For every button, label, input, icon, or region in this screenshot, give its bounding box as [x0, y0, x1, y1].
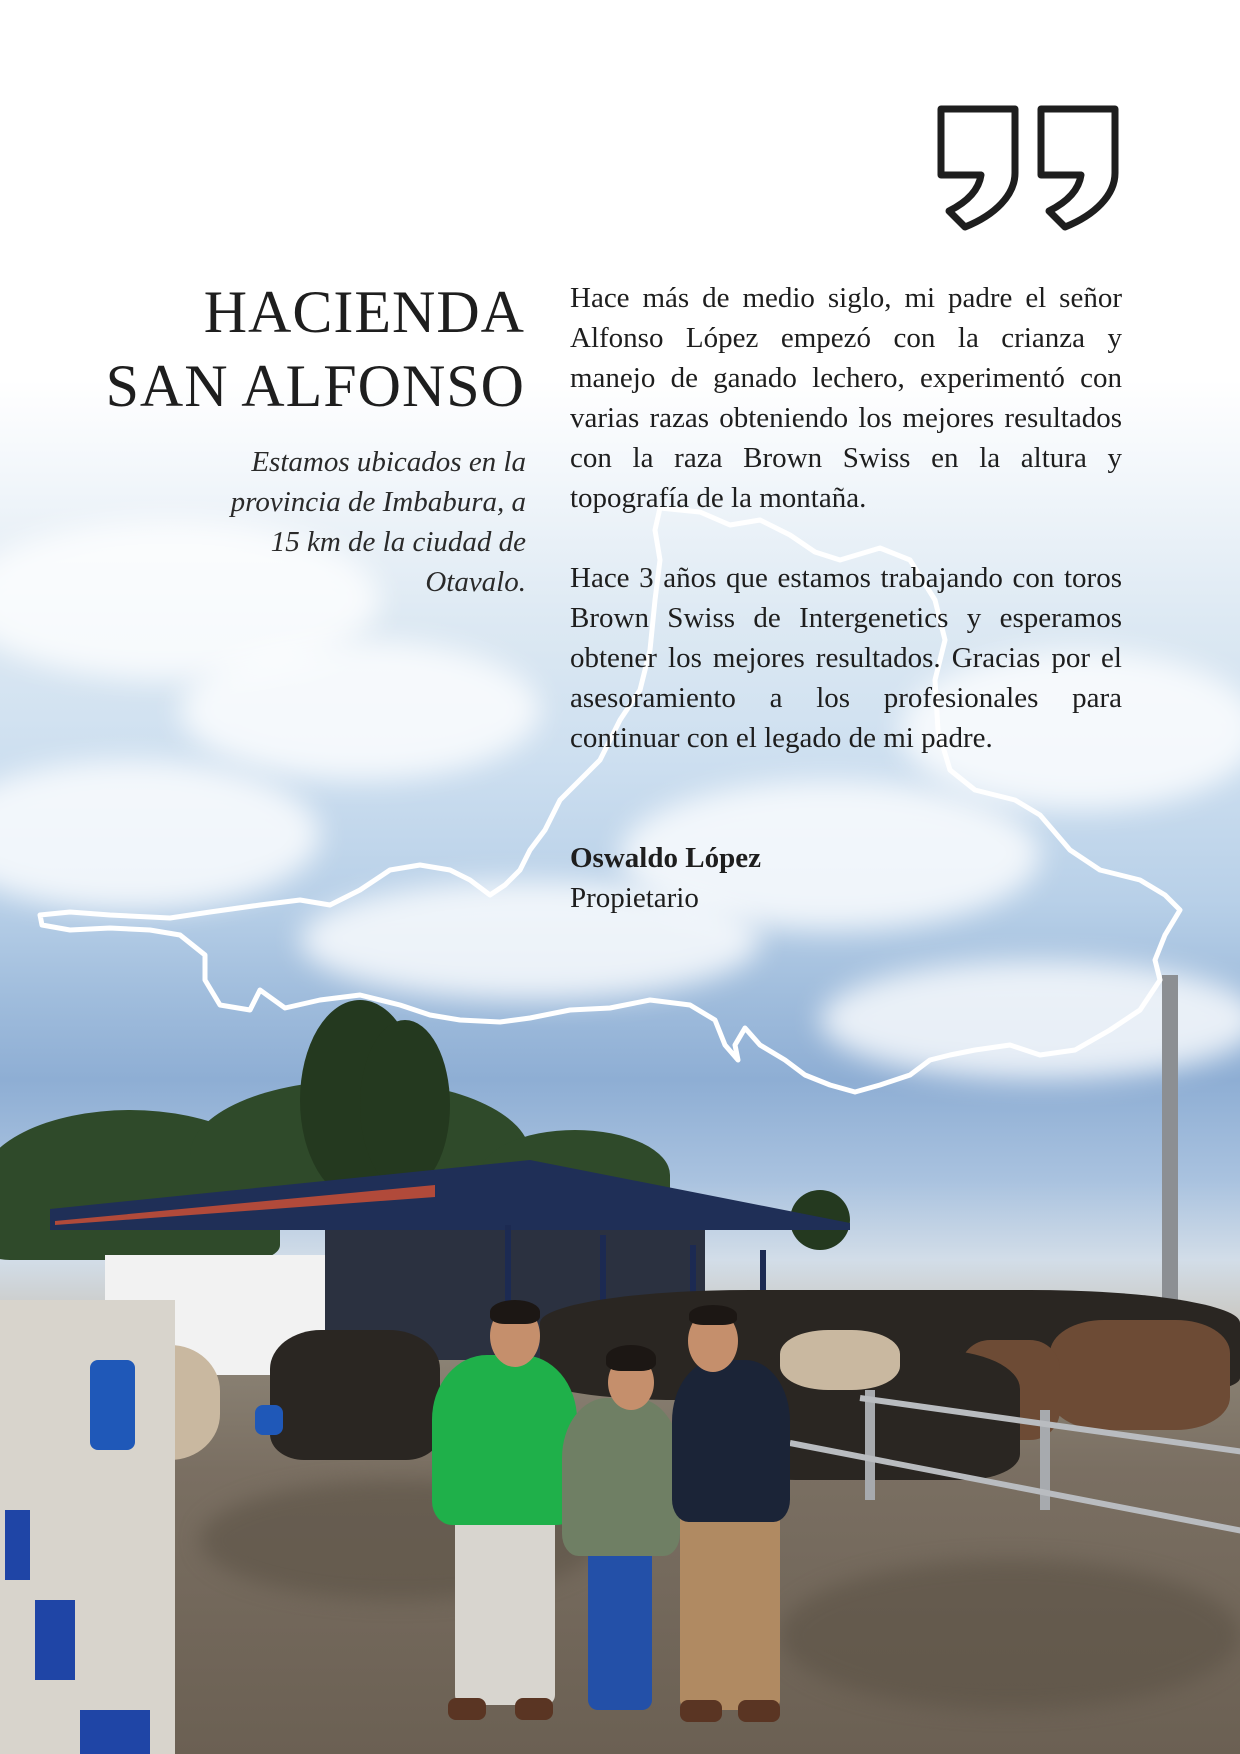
- wall-paint: [35, 1600, 75, 1680]
- person-legs: [455, 1500, 555, 1705]
- signature-block: [570, 838, 1122, 918]
- tall-tree: [360, 1020, 450, 1190]
- person-shoe: [738, 1700, 780, 1722]
- person-shoe: [680, 1700, 722, 1722]
- paragraph-2: Hace 3 años que estamos trabajando con toros Brown Swiss de Intergenetics y esperamos obtener los mejores resultados. Gracias por el asesoramiento a los profesionales para continuar con el legado de mi padre.: [570, 562, 1122, 754]
- blue-barrel: [90, 1360, 135, 1450]
- person-hair: [689, 1305, 737, 1325]
- title-line-1: HACIENDA: [203, 279, 525, 345]
- person-olive-jacket: [562, 1398, 680, 1556]
- person-hair: [490, 1300, 540, 1324]
- closing-quote-icon: [935, 103, 1123, 231]
- signature-name: Oswaldo López: [570, 842, 761, 874]
- person-beanie: [606, 1345, 656, 1371]
- page-title: [60, 275, 525, 423]
- person-legs: [680, 1510, 780, 1710]
- paragraph-1: Hace más de medio siglo, mi padre el señor Alfonso López empezó con la crianza y manejo de ganado lechero, experimentó con varias razas obteniendo los mejores resultados con la raza Brown Swiss en la altura y topografía de la montaña.: [570, 282, 1122, 514]
- wall-paint: [80, 1710, 150, 1754]
- fence-post: [865, 1390, 875, 1500]
- cloud: [180, 640, 540, 780]
- cattle-herd: [1050, 1320, 1230, 1430]
- person-shoe: [515, 1698, 553, 1720]
- cow-group: [270, 1330, 440, 1460]
- utility-pole: [1162, 975, 1178, 1315]
- signature-role: Propietario: [570, 882, 699, 914]
- person-green-jacket: [432, 1355, 577, 1525]
- blue-container: [255, 1405, 283, 1435]
- person-navy-jacket: [672, 1360, 790, 1522]
- testimonial-body: [570, 278, 1122, 798]
- title-line-2: SAN ALFONSO: [105, 353, 525, 419]
- location-text: Estamos ubicados en la provincia de Imbabura, a 15 km de la ciudad de Otavalo.: [230, 446, 526, 598]
- wall-paint: [5, 1510, 30, 1580]
- person-shoe: [448, 1698, 486, 1720]
- light-cow: [780, 1330, 900, 1390]
- person-legs: [588, 1540, 652, 1710]
- ground-shadow: [780, 1560, 1240, 1710]
